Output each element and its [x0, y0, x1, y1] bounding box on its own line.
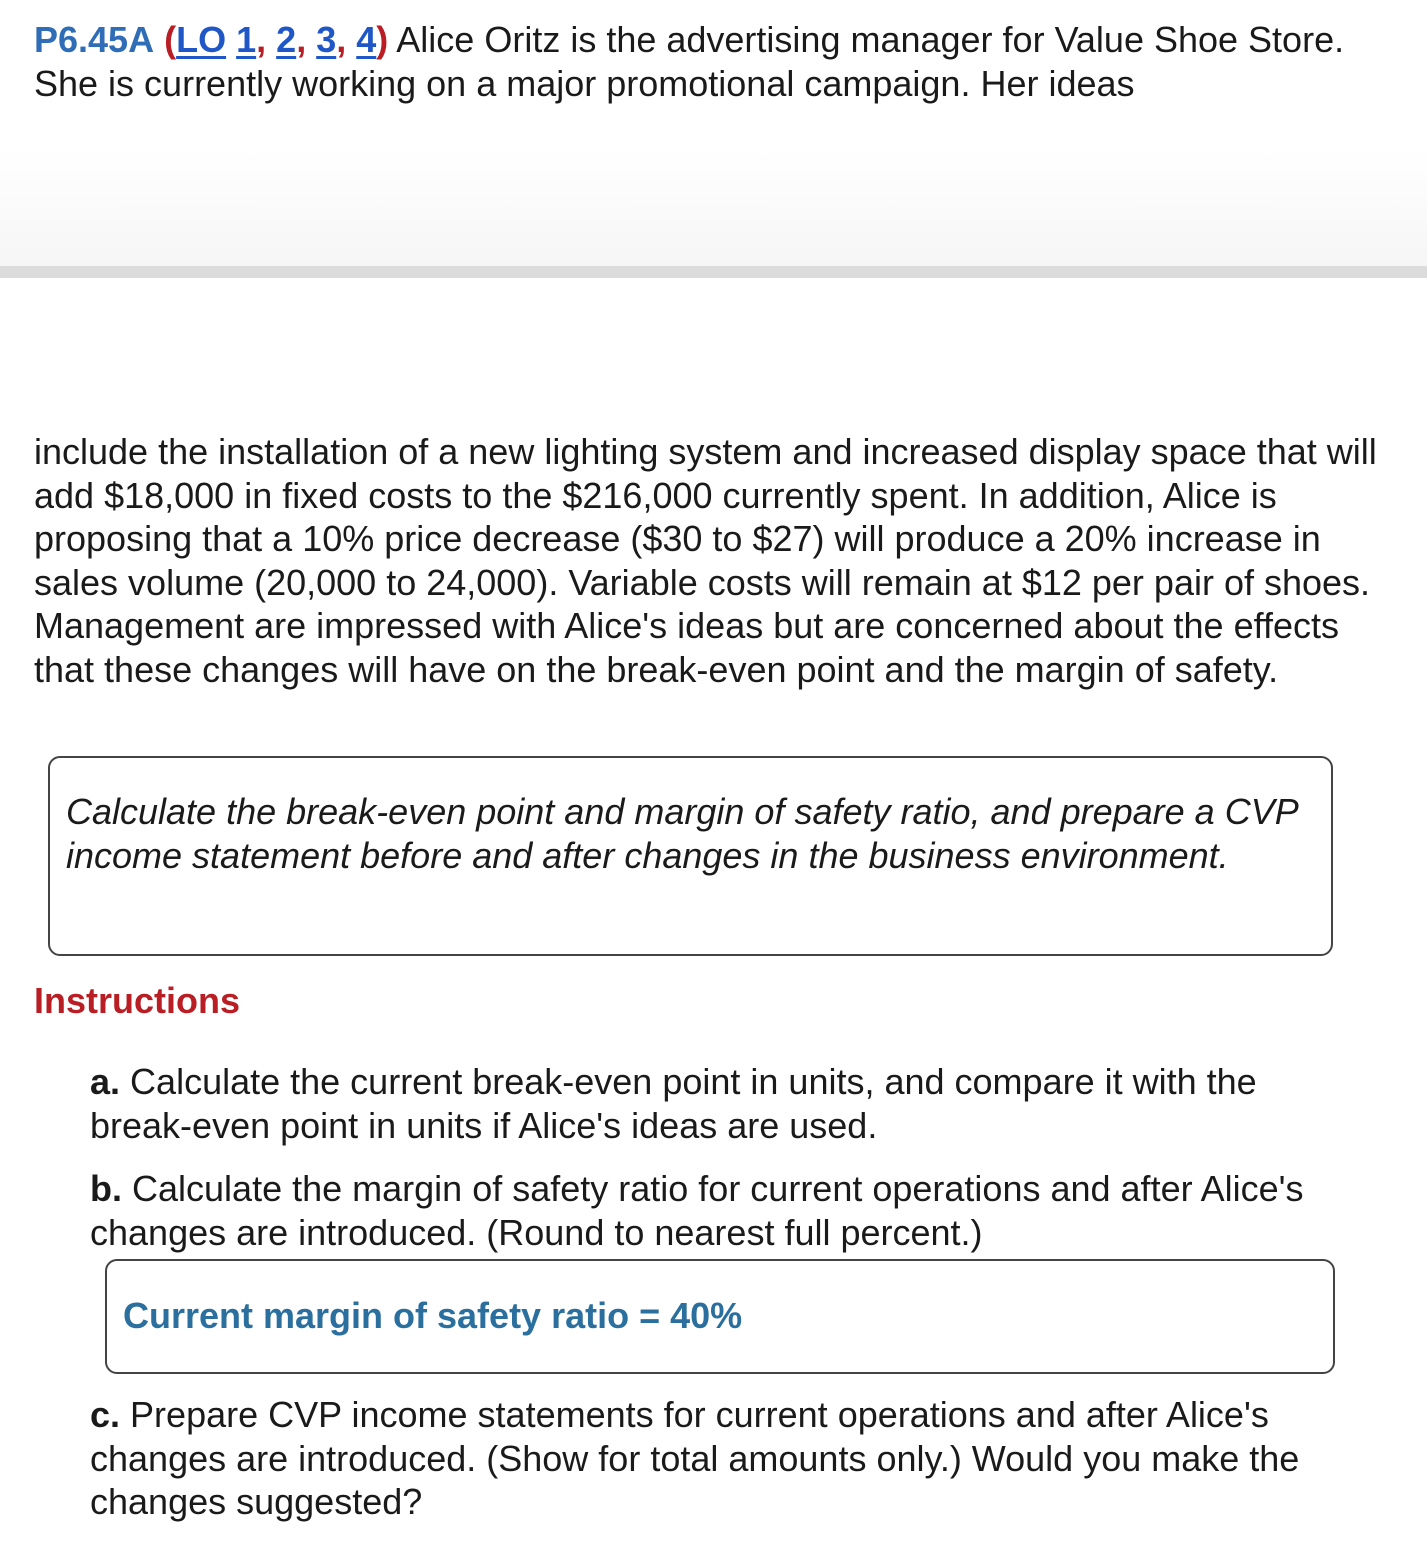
section-divider: [0, 266, 1427, 278]
lo-link-prefix[interactable]: LO: [176, 19, 227, 60]
instruction-c-label: c.: [90, 1394, 121, 1435]
instructions-title: Instructions: [34, 980, 241, 1021]
lo-link-2[interactable]: 2: [276, 19, 297, 60]
fade-overlay: [0, 150, 1427, 266]
lo-link-4[interactable]: 4: [356, 19, 377, 60]
lo-close-paren: ): [376, 19, 389, 60]
answer-b-text: Current margin of safety ratio = 40%: [123, 1295, 743, 1336]
problem-header: P6.45A (LO 1, 2, 3, 4) Alice Oritz is the advertising manager for Value Shoe Store. She is currently working on a major promotional campaign. Her ideas: [34, 19, 1345, 104]
answer-box-b: [105, 1259, 1335, 1374]
learning-objective-box: [48, 756, 1333, 956]
lo-link-1[interactable]: 1: [236, 19, 257, 60]
instruction-c: [90, 1393, 1350, 1524]
lo-open-paren: (: [164, 19, 177, 60]
instruction-b-label: b.: [90, 1168, 122, 1209]
instruction-a-label: a.: [90, 1061, 121, 1102]
problem-intro: Alice Oritz is the advertising manager for Value Shoe Store. She is currently working on a major promotional campaign. Her ideas: [34, 19, 1345, 104]
instruction-c-text: Prepare CVP income statements for current operations and after Alice's changes are introduced. (Show for total amounts only.) Would you make the changes suggested?: [90, 1394, 1300, 1523]
problem-body: include the installation of a new lighting system and increased display space that will add $18,000 in fixed costs to the $216,000 currently spent. In addition, Alice is proposing that a 10% price decrease ($30 to $27) will produce a 20% increase in sales volume (20,000 to 24,000). Variable costs will remain at $12 per pair of shoes. Management are impressed with Alice's ideas but are concerned about the effects that these changes will have on the break-even point and the margin of safety.: [34, 431, 1377, 690]
objective-text: Calculate the break-even point and margin of safety ratio, and prepare a CVP income statement before and after changes in the business environment.: [66, 791, 1298, 876]
lo-link-3[interactable]: 3: [316, 19, 337, 60]
instruction-a: [90, 1060, 1350, 1147]
problem-number: P6.45A: [34, 19, 155, 60]
instruction-b-text: Calculate the margin of safety ratio for current operations and after Alice's changes are introduced. (Round to nearest full percent.): [90, 1168, 1304, 1253]
instruction-a-text: Calculate the current break-even point in units, and compare it with the break-even point in units if Alice's ideas are used.: [90, 1061, 1257, 1146]
instruction-b: [90, 1167, 1350, 1254]
